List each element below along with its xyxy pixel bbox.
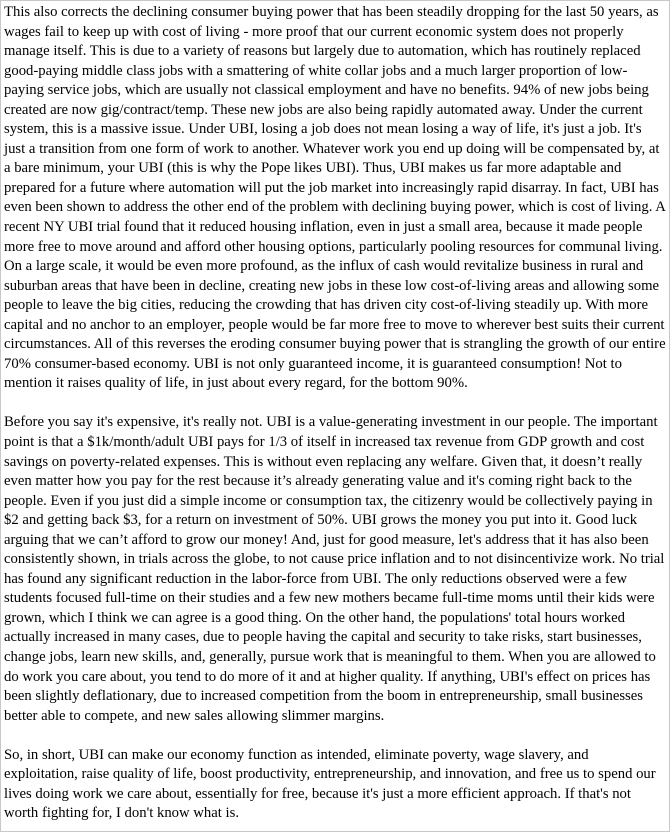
document-body [1,1,669,824]
paragraph-cost-of-living: This also corrects the declining consumer buying power that has been steadily dropping for the last 50 years, as wages fail to keep up with cost of living - more proof that our current economic system does not properly manage itself. This is due to a variety of reasons but largely due to automation, which has routinely replaced good-paying middle class jobs with a smattering of white collar jobs and a much larger proportion of low-paying service jobs, which are usually not classical employment and have no benefits. 94% of new jobs being created are now gig/contract/temp. These new jobs are also being rapidly automated away. Under the current system, this is a massive issue. Under UBI, losing a job does not mean losing a way of life, it's just a job. It's just a transition from one form of work to another. Whatever work you end up doing will be compensated by, at a bare minimum, your UBI (this is why the Pope likes UBI). Thus, UBI makes us far more adaptable and prepared for a future where automation will put the job market into increasingly rapid disarray. In fact, UBI has even been shown to address the other end of the problem with declining buying power, which is cost of living. A recent NY UBI trial found that it reduced housing inflation, even in just a small area, because it made people more free to move around and afford other housing options, particularly pooling resources for communal living. On a large scale, it would be even more profound, as the influx of cash would revitalize business in rural and suburban areas that have been in decline, creating new jobs in these low cost-of-living areas and allowing some people to leave the big cities, reducing the crowding that has driven city cost-of-living steadily up. With more capital and no anchor to an employer, people would be far more free to move to wherever best suits their current circumstances. All of this reverses the eroding consumer buying power that is strangling the growth of our entire 70% consumer-based economy. UBI is not only guaranteed income, it is guaranteed consumption! Not to mention it raises quality of life, in just about every regard, for the bottom 90%. [4,4,666,392]
paragraph-spacer [4,394,666,414]
paragraph-expense: Before you say it's expensive, it's really not. UBI is a value-generating investment in our people. The important point is that a $1k/month/adult UBI pays for 1/3 of itself in increased tax revenue from GDP growth and cost savings on poverty-related expenses. This is without even replacing any welfare. Given that, it doesn’t really even matter how you pay for the rest because it’s already generating value and it's coming right back to the people. Even if you just did a simple income or consumption tax, the citizenry would be collectively paying in $2 and getting back $3, for a return on investment of 50%. UBI grows the money you put into it. Good luck arguing that we can’t afford to grow our money! And, just for good measure, let's address that it has also been consistently shown, in trials across the globe, to not cause price inflation and to not disincentivize work. No trial has found any significant reduction in the labor-force from UBI. The only reductions observed were a few students focused full-time on their studies and a few new mothers became full-time moms until their kids were grown, which I think we can agree is a good thing. On the other hand, the populations' total hours worked actually increased in many cases, due to people having the capital and security to take risks, start businesses, change jobs, learn new skills, and, generally, pursue work that is meaningful to them. When you are allowed to do work you care about, you tend to do more of it and at higher quality. If anything, UBI's effect on prices has been slightly deflationary, due to increased competition from the boom in entrepreneurship, small businesses better able to compete, and new sales allowing slimmer margins. [4,414,665,724]
paragraph-spacer [4,726,666,746]
paragraph-summary: So, in short, UBI can make our economy function as intended, eliminate poverty, wage slavery, and exploitation, raise quality of life, boost productivity, entrepreneurship, and innovation, and free us to spend our lives doing work we care about, essentially for free, because it's just a more efficient approach. If that's not worth fighting for, I don't know what is. [4,746,656,822]
